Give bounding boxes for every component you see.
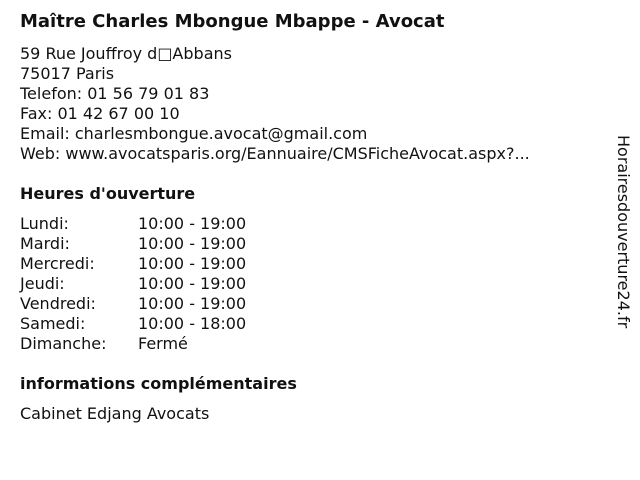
day-label: Vendredi:: [20, 294, 96, 313]
hours-value: 10:00 - 19:00: [138, 254, 247, 273]
day-label: Lundi:: [20, 214, 69, 233]
page-title: Maître Charles Mbongue Mbappe - Avocat: [20, 11, 445, 32]
hours-value: Fermé: [138, 334, 188, 353]
contact-block: [20, 44, 530, 164]
day-label: Jeudi:: [20, 274, 65, 293]
hours-value: 10:00 - 18:00: [138, 314, 247, 333]
hours-value: 10:00 - 19:00: [138, 294, 247, 313]
hours-value: 10:00 - 19:00: [138, 274, 247, 293]
phone-number: Telefon: 01 56 79 01 83: [20, 84, 210, 103]
email-address: Email: charlesmbongue.avocat@gmail.com: [20, 124, 368, 143]
day-label: Dimanche:: [20, 334, 107, 353]
address-street: 59 Rue Jouffroy d□Abbans: [20, 44, 232, 63]
address-city: 75017 Paris: [20, 64, 115, 83]
day-label: Mardi:: [20, 234, 70, 253]
day-label: Samedi:: [20, 314, 86, 333]
website-link: Web: www.avocatsparis.org/Eannuaire/CMSFicheAvocat.aspx?...: [20, 144, 530, 163]
fax-number: Fax: 01 42 67 00 10: [20, 104, 180, 123]
hours-value: 10:00 - 19:00: [138, 214, 247, 233]
additional-info-text: Cabinet Edjang Avocats: [20, 404, 210, 423]
additional-info-heading: informations complémentaires: [20, 374, 297, 393]
hours-value: 10:00 - 19:00: [138, 234, 247, 253]
opening-hours-heading: Heures d'ouverture: [20, 184, 196, 203]
day-label: Mercredi:: [20, 254, 95, 273]
site-watermark-label: Horairesdouverture24.fr: [614, 135, 633, 329]
